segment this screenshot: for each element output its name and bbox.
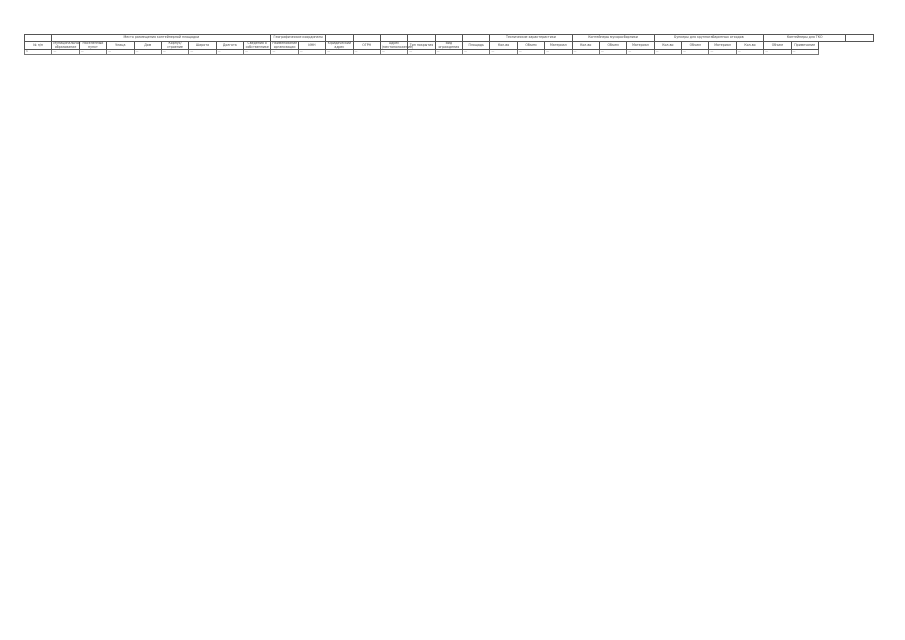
table-cell: — <box>216 50 243 54</box>
table-cell: — <box>353 50 380 54</box>
column-header: Кол-во <box>572 42 599 50</box>
table-cell: — <box>682 50 709 54</box>
header-column-row <box>25 42 874 50</box>
table-cell: — <box>298 50 325 54</box>
column-header: Кол-во <box>654 42 681 50</box>
table-cell: — <box>463 50 490 54</box>
header-group: Бункеры для крупногабаритных отходов <box>654 35 764 42</box>
column-header: Адрес (местоположение) <box>381 41 414 49</box>
header-group <box>846 35 874 42</box>
table-cell: — <box>271 50 298 54</box>
column-header: Вид ограждения <box>435 42 462 50</box>
column-header: ИНН <box>298 42 325 50</box>
table-cell: — <box>189 50 216 54</box>
column-header: Муниципальное образование <box>53 41 81 49</box>
table-cell: — <box>326 50 353 54</box>
column-header: Кол-во <box>490 42 517 50</box>
column-header: Корпус/строение <box>161 42 188 50</box>
column-header: ОГРН <box>353 42 380 50</box>
column-header: Юридический адрес <box>327 41 352 49</box>
table-cell: — <box>627 50 654 54</box>
column-header: Улица <box>107 42 134 50</box>
column-header: Дом <box>134 42 161 50</box>
table-cell: 1 <box>25 50 52 54</box>
column-header: Долгота <box>216 42 243 50</box>
column-header: Материал <box>709 42 736 50</box>
column-header: Населенный пункт <box>79 42 106 50</box>
table-cell: — <box>380 50 407 54</box>
table-cell: — <box>791 50 818 54</box>
table-body <box>25 50 874 54</box>
table-cell: — <box>435 50 462 54</box>
table-cell: — <box>764 50 791 54</box>
column-header: Тип покрытия <box>408 42 435 50</box>
table-row <box>25 50 874 54</box>
column-header: Материал <box>545 42 572 50</box>
table-cell: — <box>599 50 626 54</box>
table-cell: — <box>161 50 188 54</box>
register-table <box>24 34 874 55</box>
table-cell: — <box>490 50 517 54</box>
table-cell: — <box>79 50 106 54</box>
table-cell: — <box>736 50 763 54</box>
header-group <box>408 35 435 42</box>
table-cell: — <box>572 50 599 54</box>
table-cell: — <box>244 50 271 54</box>
table-cell: — <box>654 50 681 54</box>
column-header: Сведения о собственнике <box>244 42 271 50</box>
table-cell: — <box>107 50 134 54</box>
header-group: Технические характеристики <box>490 35 572 42</box>
column-header: Материал <box>627 42 654 50</box>
header-group <box>353 35 380 42</box>
header-group <box>25 35 52 42</box>
column-header: Примечание <box>791 42 818 50</box>
table-cell: — <box>517 50 544 54</box>
column-header: Широта <box>189 42 216 50</box>
column-header: Объем <box>764 42 791 50</box>
header-group: Контейнеры для ТКО <box>764 35 846 42</box>
table-cell: — <box>709 50 736 54</box>
column-header: Объем <box>682 42 709 50</box>
column-header: № п/п <box>25 42 52 50</box>
table-cell: — <box>52 50 79 54</box>
column-header: Площадь <box>463 42 490 50</box>
table-cell: — <box>134 50 161 54</box>
column-header: Объем <box>517 42 544 50</box>
header-group <box>463 35 490 42</box>
table-cell: — <box>545 50 572 54</box>
header-group: Контейнеры мусоросборники <box>572 35 654 42</box>
table-cell: — <box>408 50 435 54</box>
column-header: Кол-во <box>736 42 763 50</box>
column-header: Наименование организации <box>272 41 298 49</box>
header-group: Место размещения контейнерной площадки <box>52 35 271 42</box>
header-group: Географические координаты <box>271 35 326 42</box>
column-header: Объем <box>599 42 626 50</box>
